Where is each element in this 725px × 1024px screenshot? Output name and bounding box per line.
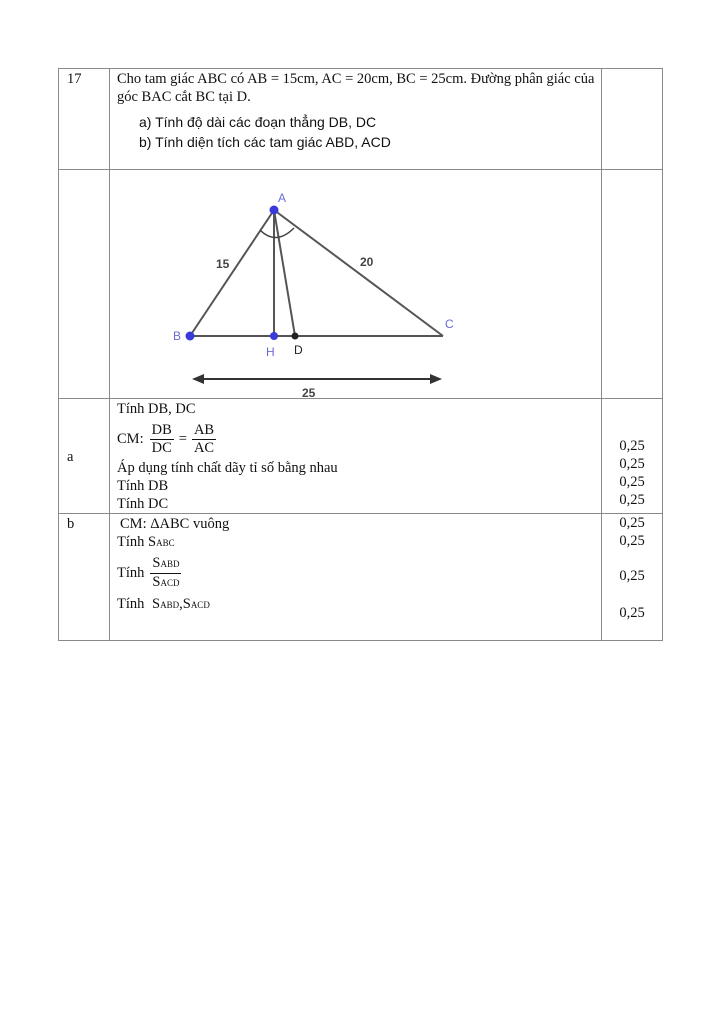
part-a-cm: CM:	[117, 431, 144, 447]
part-b-content	[110, 514, 602, 641]
option-a: a) Tính độ dài các đoạn thẳng DB, DC	[139, 114, 377, 130]
part-a-content	[110, 399, 602, 514]
problem-number: 17	[59, 69, 110, 170]
side-ab	[190, 210, 274, 336]
subscript-acd: ACD	[190, 600, 210, 610]
score: 0,25	[619, 515, 645, 531]
part-b-row	[59, 514, 663, 641]
fraction-numerator: DB	[151, 421, 172, 438]
score: 0,25	[619, 533, 645, 549]
side-ac	[274, 210, 443, 336]
label-b: B	[173, 329, 182, 343]
label-ac: 20	[360, 255, 374, 269]
figure-row	[59, 170, 663, 399]
part-a-step: Tính DB	[117, 478, 169, 494]
fraction-area-ratio	[150, 555, 181, 592]
point-b	[186, 332, 195, 341]
label-a: A	[278, 191, 287, 205]
score: 0,25	[619, 474, 645, 490]
triangle-figure	[128, 182, 454, 400]
part-a-row	[59, 399, 663, 514]
part-b-step	[117, 533, 595, 551]
area-abc-prefix: Tính S	[117, 534, 157, 550]
score: 0,25	[619, 492, 645, 508]
fraction-numerator: AB	[193, 421, 215, 438]
problem-options	[139, 112, 595, 152]
point-d	[292, 333, 299, 340]
part-a-step: Tính DC	[117, 496, 169, 512]
part-b-scores	[602, 514, 663, 641]
score: 0,25	[619, 605, 645, 621]
part-b-step: CM: ΔABC vuông	[120, 516, 230, 532]
part-b-label: b	[59, 514, 110, 641]
part-a-label: a	[59, 399, 110, 514]
subscript-acd: ACD	[160, 577, 180, 588]
bisector-ad	[274, 210, 295, 336]
problem-score-cell	[602, 69, 663, 170]
label-h: H	[266, 345, 275, 359]
fraction-ab-ac	[192, 422, 216, 457]
area-symbol: S	[152, 573, 161, 590]
fraction-denominator	[150, 574, 181, 592]
fraction-denominator: AC	[193, 439, 215, 456]
score: 0,25	[619, 456, 645, 472]
ratio-prefix: Tính	[117, 565, 145, 581]
figure-blank-cell	[59, 170, 110, 399]
part-b-ratio	[117, 551, 595, 595]
part-a-step: Áp dụng tính chất dãy tỉ số bằng nhau	[117, 460, 338, 476]
label-bc: 25	[302, 386, 316, 400]
score: 0,25	[619, 438, 645, 454]
score: 0,25	[619, 568, 645, 584]
problem-statement: Cho tam giác ABC có AB = 15cm, AC = 20cm, BC = 25cm. Đường phân giác của góc BAC cắt BC tại D.	[117, 71, 595, 105]
problem-statement-cell	[110, 69, 602, 170]
subscript-abd: ABD	[160, 558, 180, 569]
label-c: C	[445, 317, 454, 331]
label-ab: 15	[216, 257, 230, 271]
arrow-head-right	[430, 374, 442, 384]
area-symbol: S	[152, 596, 161, 612]
point-h	[270, 332, 278, 340]
arrow-head-left	[192, 374, 204, 384]
figure-score-cell	[602, 170, 663, 399]
equals-sign: =	[178, 431, 187, 447]
problem-row	[59, 69, 663, 170]
area-abc-subscript: ABC	[156, 538, 175, 548]
answer-table	[58, 68, 663, 641]
area-symbol: S	[152, 554, 161, 571]
part-b-step	[117, 595, 595, 613]
areas-prefix: Tính	[117, 596, 145, 612]
fraction-db-dc	[150, 422, 174, 457]
fraction-denominator: DC	[151, 439, 172, 456]
part-a-scores	[602, 399, 663, 514]
part-a-title: Tính DB, DC	[117, 401, 196, 417]
point-a	[270, 206, 279, 215]
subscript-abd: ABD	[160, 600, 180, 610]
figure-cell	[110, 170, 602, 399]
part-a-proof	[117, 419, 595, 459]
area-separator: ,S	[179, 596, 191, 612]
fraction-numerator	[150, 555, 181, 574]
label-d: D	[294, 343, 303, 357]
option-b: b) Tính diện tích các tam giác ABD, ACD	[139, 134, 391, 150]
